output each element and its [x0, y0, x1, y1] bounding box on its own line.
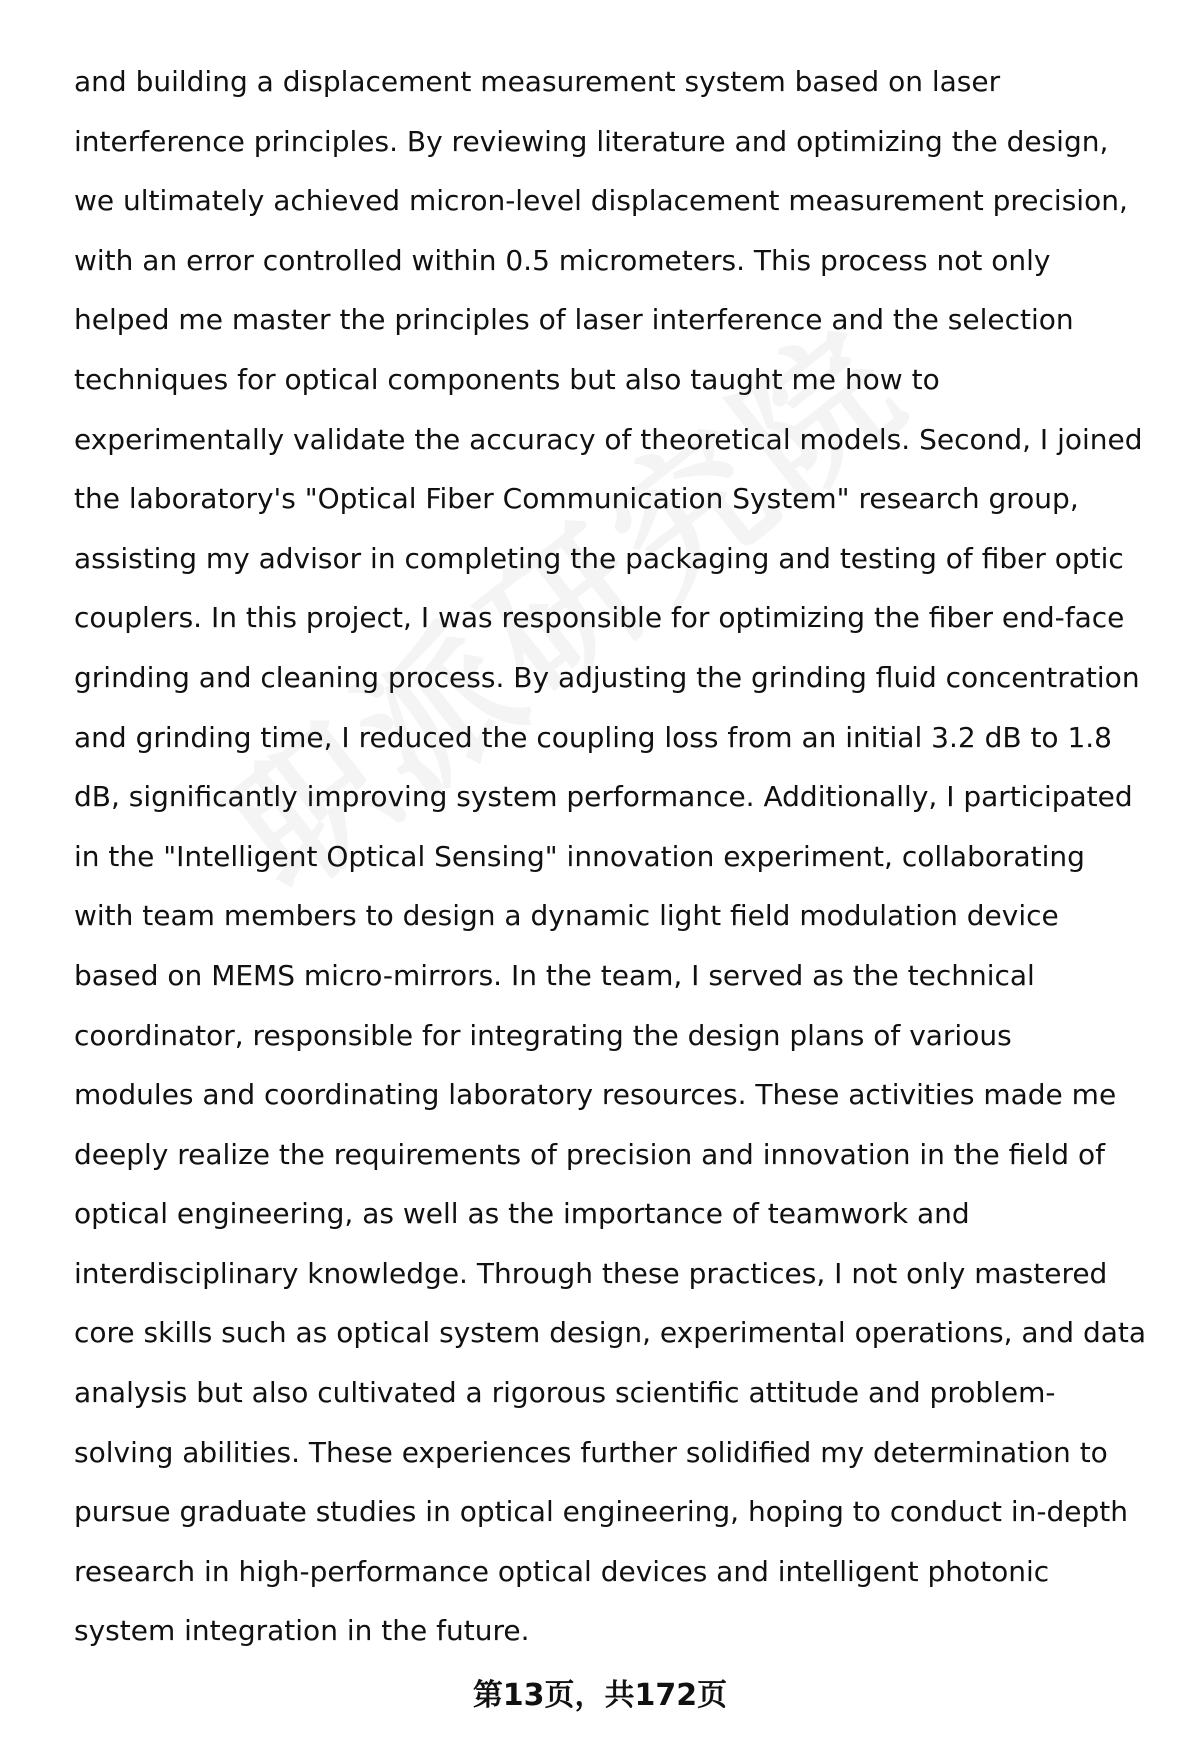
- text-line: couplers. In this project, I was responsible for optimizing the fiber end-face: [74, 601, 1125, 635]
- text-line: modules and coordinating laboratory resources. These activities made me: [74, 1078, 1117, 1112]
- text-line: techniques for optical components but also taught me how to: [74, 362, 940, 396]
- text-line: core skills such as optical system design, experimental operations, and data: [74, 1316, 1147, 1350]
- text-line: and grinding time, I reduced the coupling loss from an initial 3.2 dB to 1.8: [74, 720, 1112, 754]
- text-line: we ultimately achieved micron-level displacement measurement precision,: [74, 184, 1128, 218]
- text-line: research in high-performance optical devices and intelligent photonic: [74, 1554, 1050, 1588]
- text-line: based on MEMS micro-mirrors. In the team, I served as the technical: [74, 958, 1035, 992]
- text-line: solving abilities. These experiences further solidified my determination to: [74, 1435, 1108, 1469]
- text-line: helped me master the principles of laser interference and the selection: [74, 303, 1074, 337]
- body-paragraph: [74, 52, 1146, 1661]
- text-line: deeply realize the requirements of precision and innovation in the field of: [74, 1137, 1105, 1171]
- text-line: interdisciplinary knowledge. Through these practices, I not only mastered: [74, 1256, 1108, 1290]
- text-line: pursue graduate studies in optical engineering, hoping to conduct in-depth: [74, 1495, 1129, 1529]
- text-line: dB, significantly improving system performance. Additionally, I participated: [74, 780, 1133, 814]
- text-line: in the "Intelligent Optical Sensing" innovation experiment, collaborating: [74, 839, 1085, 873]
- text-line: assisting my advisor in completing the packaging and testing of fiber optic: [74, 541, 1124, 575]
- text-line: system integration in the future.: [74, 1614, 530, 1648]
- text-line: with an error controlled within 0.5 micrometers. This process not only: [74, 243, 1051, 277]
- text-line: grinding and cleaning process. By adjusting the grinding fluid concentration: [74, 660, 1140, 694]
- text-line: the laboratory's "Optical Fiber Communication System" research group,: [74, 482, 1079, 516]
- text-line: interference principles. By reviewing literature and optimizing the design,: [74, 124, 1109, 158]
- text-line: coordinator, responsible for integrating the design plans of various: [74, 1018, 1012, 1052]
- page-number: 第13页，共172页: [472, 1678, 728, 1713]
- text-line: analysis but also cultivated a rigorous scientific attitude and problem-: [74, 1376, 1056, 1410]
- text-line: experimentally validate the accuracy of theoretical models. Second, I joined: [74, 422, 1143, 456]
- text-line: with team members to design a dynamic light field modulation device: [74, 899, 1059, 933]
- text-line: optical engineering, as well as the importance of teamwork and: [74, 1197, 970, 1231]
- text-line: and building a displacement measurement system based on laser: [74, 65, 1001, 98]
